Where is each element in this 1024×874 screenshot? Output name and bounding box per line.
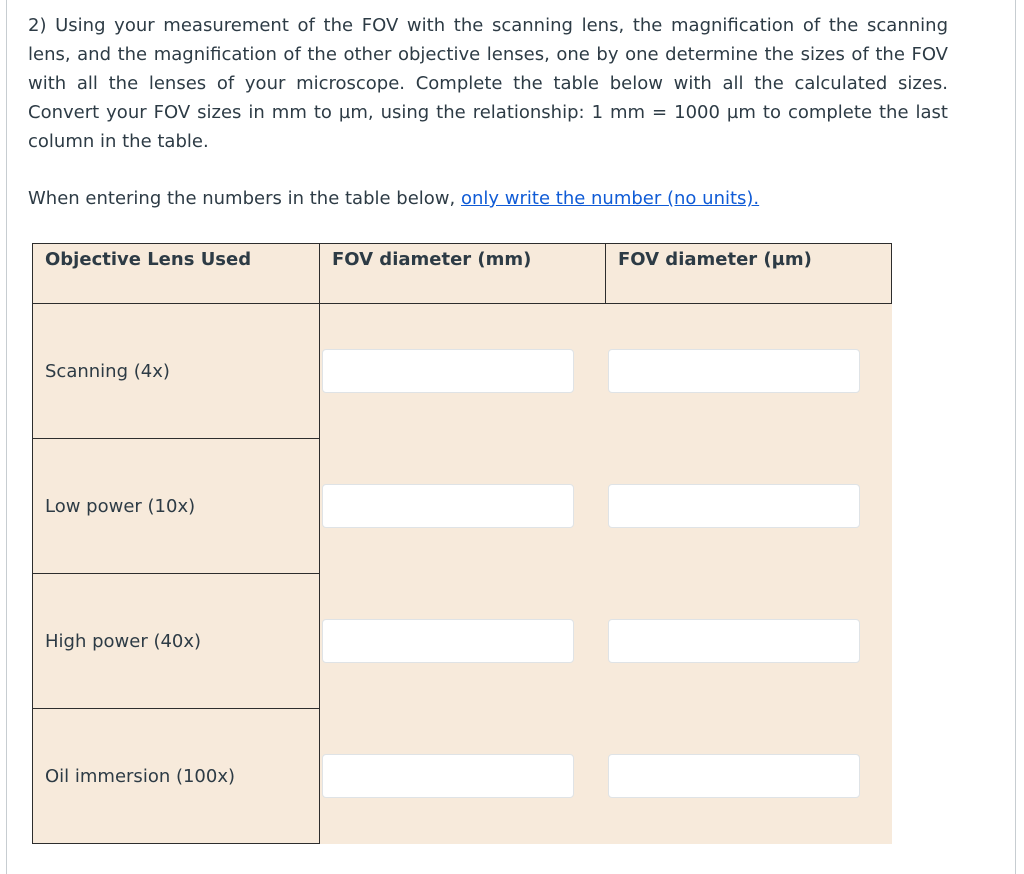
table-header-row [33, 244, 892, 304]
cell-um-scanning [606, 304, 892, 439]
lens-label-scanning: Scanning (4x) [33, 304, 320, 439]
table-row-scanning [33, 304, 892, 439]
content-frame [6, 0, 1016, 874]
no-units-link[interactable]: only write the number (no units). [460, 188, 760, 209]
instruction-prefix: When entering the numbers in the table below, [28, 188, 461, 209]
table-row-oil-immersion [33, 709, 892, 844]
cell-mm-oil-immersion [320, 709, 606, 844]
cell-mm-scanning [320, 304, 606, 439]
scanning-mm-input[interactable] [322, 349, 574, 393]
instruction-text [28, 184, 759, 213]
header-objective-lens: Objective Lens Used [33, 244, 320, 304]
oil-immersion-mm-input[interactable] [322, 754, 574, 798]
header-fov-mm: FOV diameter (mm) [320, 244, 606, 304]
scanning-um-input[interactable] [608, 349, 860, 393]
high-power-mm-input[interactable] [322, 619, 574, 663]
high-power-um-input[interactable] [608, 619, 860, 663]
oil-immersion-um-input[interactable] [608, 754, 860, 798]
table-row-high-power [33, 574, 892, 709]
lens-label-low-power: Low power (10x) [33, 439, 320, 574]
cell-um-high-power [606, 574, 892, 709]
cell-mm-high-power [320, 574, 606, 709]
low-power-mm-input[interactable] [322, 484, 574, 528]
cell-um-low-power [606, 439, 892, 574]
table-row-low-power [33, 439, 892, 574]
lens-label-high-power: High power (40x) [33, 574, 320, 709]
question-text: 2) Using your measurement of the FOV with the scanning lens, the magnification of the scanning lens, and the magnification of the other objective lenses, one by one determine the sizes of the FOV with all the lenses of your microscope. Complete the table below with all the calculated sizes. Convert your FOV sizes in mm to µm, using the relationship: 1 mm = 1000 µm to complete the last column in the table. [28, 15, 948, 152]
cell-mm-low-power [320, 439, 606, 574]
header-fov-um: FOV diameter (µm) [606, 244, 892, 304]
fov-table [32, 243, 892, 844]
low-power-um-input[interactable] [608, 484, 860, 528]
lens-label-oil-immersion: Oil immersion (100x) [33, 709, 320, 844]
cell-um-oil-immersion [606, 709, 892, 844]
